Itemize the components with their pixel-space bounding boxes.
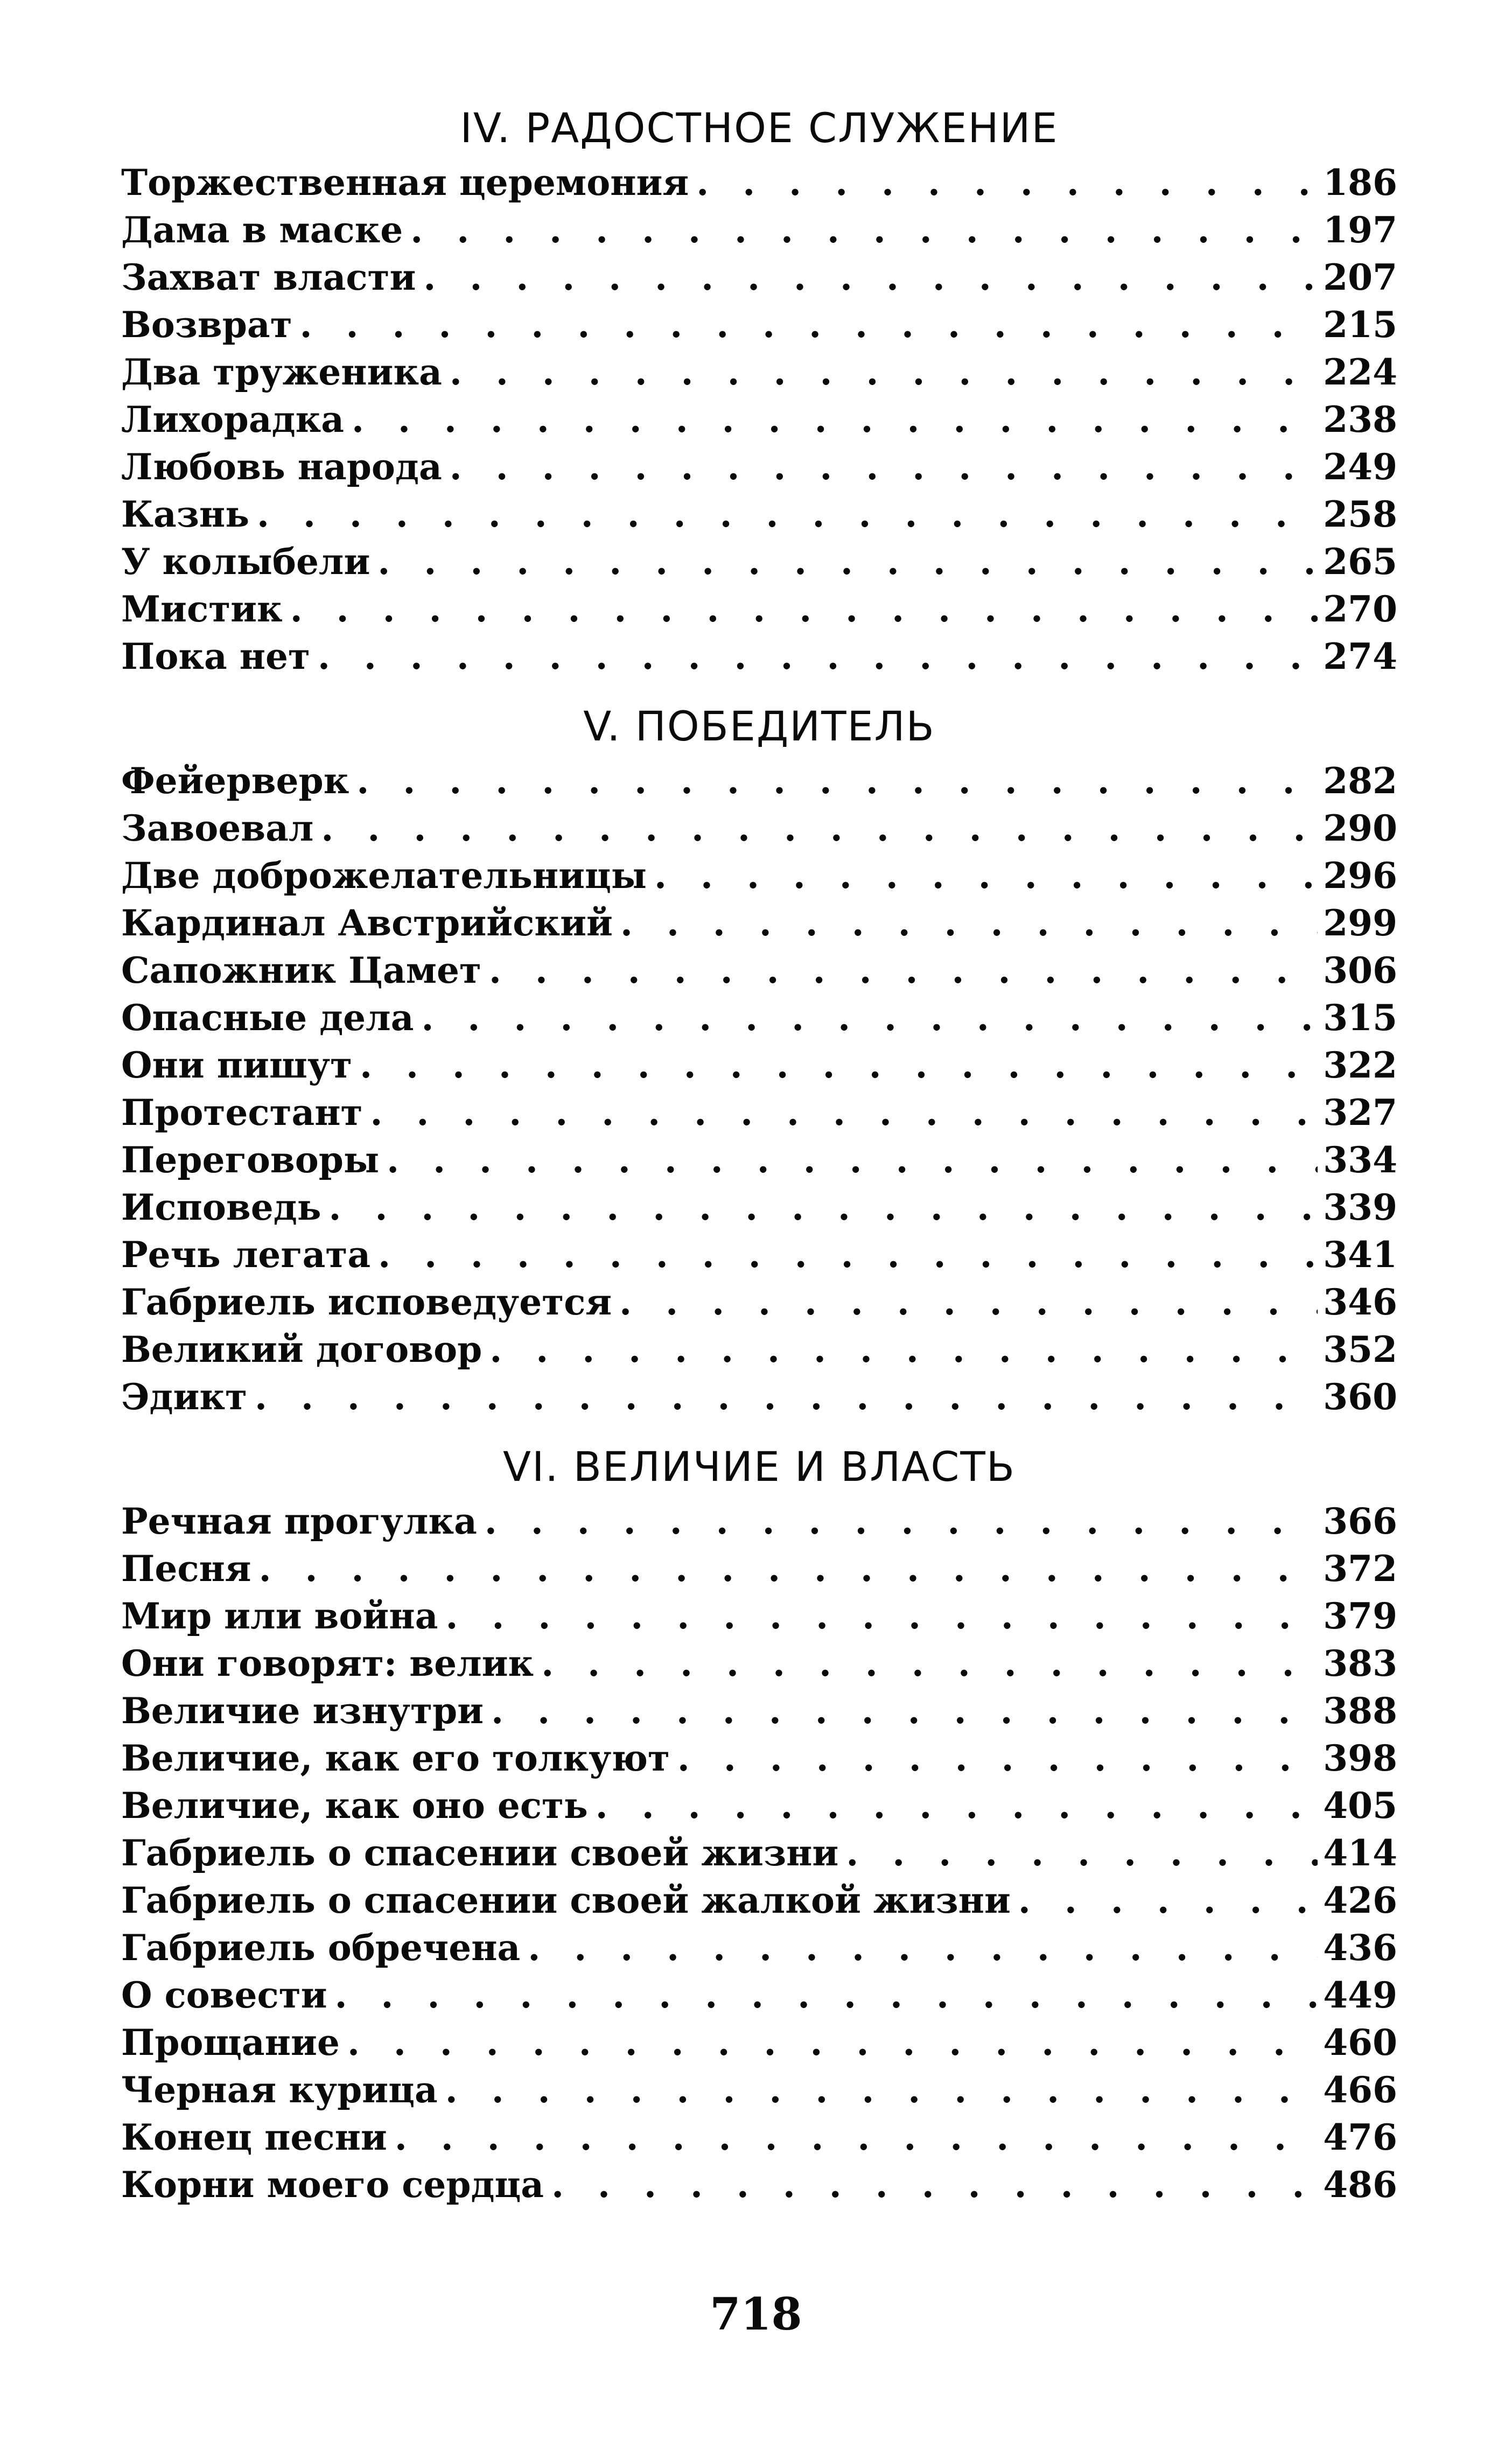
- chapter-title: Габриель исповедуется: [121, 1281, 612, 1323]
- dot-leader: [255, 1373, 1318, 1421]
- dot-leader: [352, 396, 1318, 443]
- toc-section: [121, 680, 1397, 1421]
- chapter-title: Эдикт: [121, 1376, 247, 1418]
- chapter-title: Дама в маске: [121, 209, 403, 251]
- chapter-page-number: 290: [1323, 807, 1397, 849]
- dot-leader: [321, 805, 1318, 852]
- chapter-title: Захват власти: [121, 256, 416, 298]
- chapter-page-number: 322: [1323, 1044, 1397, 1086]
- chapter-page-number: 449: [1323, 1974, 1397, 2016]
- toc-sections: [121, 97, 1397, 2208]
- toc-entry: [121, 1184, 1397, 1231]
- chapter-title: Две доброжелательницы: [121, 855, 647, 897]
- toc-entry: [121, 1592, 1397, 1640]
- chapter-page-number: 224: [1323, 351, 1397, 393]
- toc-entry: [121, 1231, 1397, 1278]
- section-title: IV. РАДОСТНОЕ СЛУЖЕНИЕ: [460, 104, 1059, 152]
- toc-entry: [121, 206, 1397, 254]
- dot-leader: [551, 2161, 1318, 2208]
- dot-leader: [421, 994, 1318, 1041]
- chapter-title: Величие изнутри: [121, 1690, 484, 1732]
- toc-section: [121, 97, 1397, 680]
- section-spacer: [121, 1421, 1397, 1436]
- chapter-page-number: 296: [1323, 855, 1397, 897]
- dot-leader: [335, 1971, 1318, 2019]
- dot-leader: [329, 1184, 1318, 1231]
- chapter-title: У колыбели: [121, 541, 370, 583]
- chapter-page-number: 383: [1323, 1642, 1397, 1684]
- chapter-page-number: 436: [1323, 1927, 1397, 1969]
- dot-leader: [620, 899, 1318, 947]
- dot-leader: [541, 1640, 1318, 1687]
- toc-entry: [121, 947, 1397, 994]
- chapter-title: Опасные дела: [121, 997, 414, 1039]
- toc-entry: [121, 1971, 1397, 2019]
- chapter-page-number: 334: [1323, 1139, 1397, 1181]
- dot-leader: [259, 1545, 1318, 1592]
- toc-entry: [121, 1326, 1397, 1373]
- toc-entry: [121, 994, 1397, 1041]
- dot-leader: [410, 206, 1318, 254]
- chapter-page-number: 282: [1323, 760, 1397, 802]
- chapter-title: Любовь народа: [121, 446, 442, 488]
- toc-entry: [121, 1924, 1397, 1971]
- chapter-title: Величие, как его толкуют: [121, 1737, 670, 1779]
- toc-entry-list: [121, 1498, 1397, 2208]
- chapter-page-number: 215: [1323, 304, 1397, 346]
- dot-leader: [370, 1089, 1318, 1136]
- toc-entry: [121, 159, 1397, 206]
- dot-leader: [485, 1498, 1318, 1545]
- toc-entry: [121, 1498, 1397, 1545]
- toc-entry: [121, 301, 1397, 348]
- toc-entry: [121, 2066, 1397, 2114]
- dot-leader: [445, 1592, 1318, 1640]
- chapter-page-number: 270: [1323, 588, 1397, 630]
- chapter-title: Они пишут: [121, 1044, 353, 1086]
- chapter-page-number: 466: [1323, 2069, 1397, 2111]
- chapter-title: Черная курица: [121, 2069, 438, 2111]
- chapter-title: Исповедь: [121, 1186, 321, 1228]
- dot-leader: [360, 1041, 1318, 1089]
- chapter-title: Казнь: [121, 493, 250, 535]
- chapter-page-number: 398: [1323, 1737, 1397, 1779]
- toc-entry: [121, 1545, 1397, 1592]
- chapter-page-number: 306: [1323, 949, 1397, 991]
- chapter-title: Протестант: [121, 1092, 363, 1134]
- dot-leader: [596, 1782, 1318, 1829]
- toc-entry: [121, 899, 1397, 947]
- toc-entry-list: [121, 159, 1397, 680]
- chapter-title: Габриель о спасении своей жизни: [121, 1832, 839, 1874]
- dot-leader: [356, 757, 1318, 805]
- chapter-page-number: 186: [1323, 162, 1397, 204]
- dot-leader: [491, 1687, 1318, 1734]
- toc-entry: [121, 396, 1397, 443]
- toc-entry: [121, 1734, 1397, 1782]
- chapter-title: Кардинал Австрийский: [121, 902, 613, 944]
- dot-leader: [654, 852, 1318, 899]
- chapter-page-number: 388: [1323, 1690, 1397, 1732]
- chapter-page-number: 352: [1323, 1328, 1397, 1370]
- dot-leader: [489, 1326, 1318, 1373]
- chapter-page-number: 346: [1323, 1281, 1397, 1323]
- chapter-title: Величие, как оно есть: [121, 1785, 588, 1827]
- dot-leader: [696, 159, 1318, 206]
- chapter-page-number: 315: [1323, 997, 1397, 1039]
- dot-leader: [445, 2066, 1318, 2114]
- chapter-title: Речь легата: [121, 1234, 371, 1276]
- toc-entry: [121, 443, 1397, 491]
- section-title: VI. ВЕЛИЧИЕ И ВЛАСТЬ: [503, 1443, 1016, 1491]
- dot-leader: [387, 1136, 1318, 1184]
- chapter-title: Речная прогулка: [121, 1500, 477, 1542]
- chapter-title: Переговоры: [121, 1139, 380, 1181]
- dot-leader: [677, 1734, 1318, 1782]
- chapter-page-number: 341: [1323, 1234, 1397, 1276]
- section-spacer: [121, 680, 1397, 695]
- chapter-page-number: 379: [1323, 1595, 1397, 1637]
- chapter-title: Габриель о спасении своей жалкой жизни: [121, 1879, 1011, 1921]
- dot-leader: [395, 2114, 1318, 2161]
- toc-entry: [121, 2019, 1397, 2066]
- chapter-title: О совести: [121, 1974, 327, 2016]
- dot-leader: [377, 538, 1318, 585]
- toc-entry: [121, 1782, 1397, 1829]
- toc-entry: [121, 1640, 1397, 1687]
- chapter-page-number: 426: [1323, 1879, 1397, 1921]
- toc-entry: [121, 2161, 1397, 2208]
- chapter-title: Прощание: [121, 2022, 340, 2064]
- chapter-title: Конец песни: [121, 2116, 387, 2158]
- dot-leader: [347, 2019, 1318, 2066]
- chapter-title: Великий договор: [121, 1328, 482, 1370]
- toc-entry: [121, 2114, 1397, 2161]
- chapter-title: Мир или война: [121, 1595, 438, 1637]
- chapter-title: Корни моего сердца: [121, 2164, 544, 2206]
- chapter-title: Пока нет: [121, 635, 310, 677]
- chapter-page-number: 486: [1323, 2164, 1397, 2206]
- chapter-page-number: 339: [1323, 1186, 1397, 1228]
- chapter-page-number: 476: [1323, 2116, 1397, 2158]
- toc-entry: [121, 538, 1397, 585]
- chapter-title: Лихорадка: [121, 398, 345, 440]
- toc-entry: [121, 491, 1397, 538]
- chapter-title: Песня: [121, 1548, 251, 1590]
- toc-entry: [121, 1041, 1397, 1089]
- toc-entry: [121, 1373, 1397, 1421]
- chapter-page-number: 238: [1323, 398, 1397, 440]
- chapter-page-number: 207: [1323, 256, 1397, 298]
- chapter-title: Они говорят: велик: [121, 1642, 534, 1684]
- toc-entry: [121, 805, 1397, 852]
- chapter-page-number: 197: [1323, 209, 1397, 251]
- chapter-title: Возврат: [121, 304, 292, 346]
- chapter-page-number: 366: [1323, 1500, 1397, 1542]
- dot-leader: [450, 443, 1318, 491]
- chapter-page-number: 327: [1323, 1092, 1397, 1134]
- chapter-title: Два труженика: [121, 351, 442, 393]
- toc-entry: [121, 1877, 1397, 1924]
- dot-leader: [257, 491, 1318, 538]
- toc-section: [121, 1421, 1397, 2208]
- chapter-page-number: 405: [1323, 1785, 1397, 1827]
- toc-entry-list: [121, 757, 1397, 1421]
- toc-entry: [121, 585, 1397, 633]
- chapter-title: Мистик: [121, 588, 283, 630]
- chapter-page-number: 372: [1323, 1548, 1397, 1590]
- chapter-title: Фейерверк: [121, 760, 349, 802]
- dot-leader: [489, 947, 1318, 994]
- dot-leader: [300, 301, 1318, 348]
- chapter-title: Завоевал: [121, 807, 314, 849]
- dot-leader: [423, 254, 1318, 301]
- chapter-page-number: 274: [1323, 635, 1397, 677]
- dot-leader: [378, 1231, 1318, 1278]
- chapter-page-number: 265: [1323, 541, 1397, 583]
- chapter-page-number: 299: [1323, 902, 1397, 944]
- toc-entry: [121, 852, 1397, 899]
- toc-entry: [121, 1089, 1397, 1136]
- chapter-title: Габриель обречена: [121, 1927, 521, 1969]
- table-of-contents: [121, 97, 1397, 2208]
- dot-leader: [619, 1278, 1318, 1326]
- dot-leader: [1018, 1877, 1318, 1924]
- dot-leader: [450, 348, 1318, 396]
- toc-entry: [121, 254, 1397, 301]
- toc-entry: [121, 348, 1397, 396]
- chapter-title: Торжественная церемония: [121, 162, 689, 204]
- toc-entry: [121, 1687, 1397, 1734]
- section-title: V. ПОБЕДИТЕЛЬ: [583, 702, 935, 750]
- toc-entry: [121, 1829, 1397, 1877]
- toc-entry: [121, 1136, 1397, 1184]
- chapter-page-number: 414: [1323, 1832, 1397, 1874]
- toc-entry: [121, 633, 1397, 680]
- chapter-page-number: 360: [1323, 1376, 1397, 1418]
- chapter-page-number: 249: [1323, 446, 1397, 488]
- dot-leader: [290, 585, 1318, 633]
- toc-entry: [121, 757, 1397, 805]
- chapter-title: Сапожник Цамет: [121, 949, 481, 991]
- dot-leader: [318, 633, 1318, 680]
- dot-leader: [846, 1829, 1318, 1877]
- chapter-page-number: 258: [1323, 493, 1397, 535]
- chapter-page-number: 460: [1323, 2022, 1397, 2064]
- page-number: 718: [710, 2289, 802, 2340]
- toc-entry: [121, 1278, 1397, 1326]
- dot-leader: [528, 1924, 1318, 1971]
